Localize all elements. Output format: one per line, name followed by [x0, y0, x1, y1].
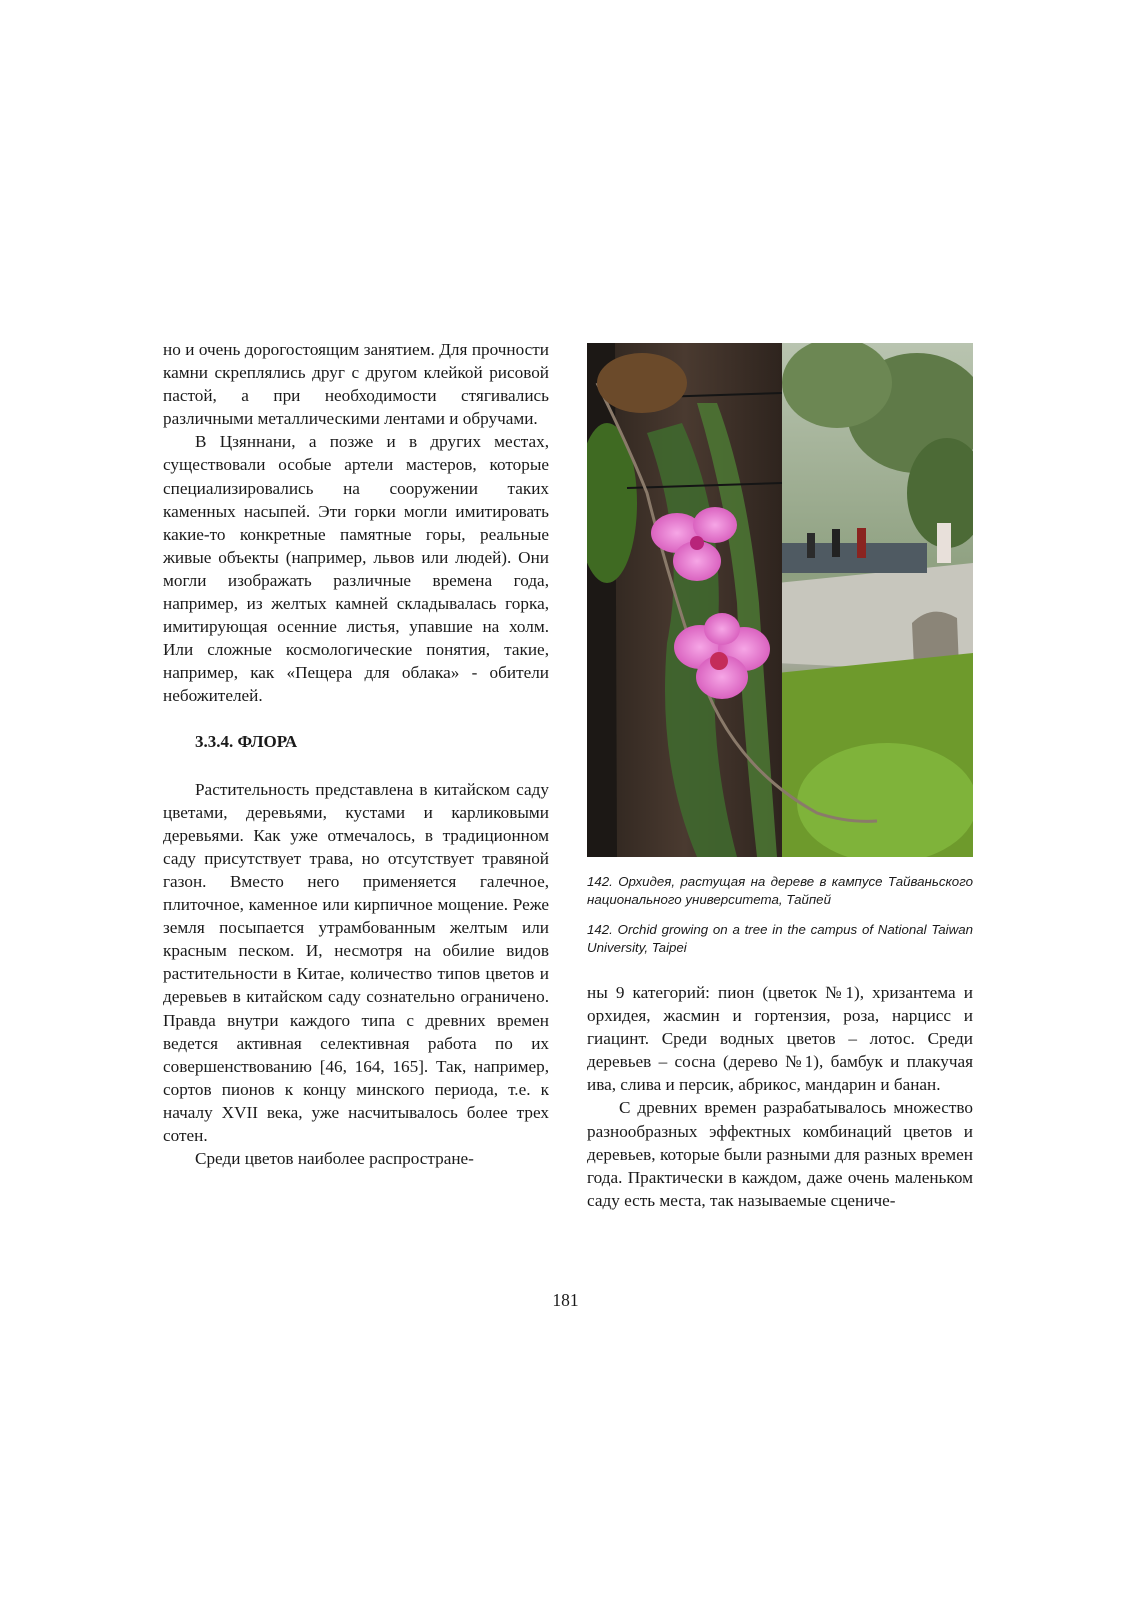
page-number: 181 [552, 1290, 579, 1310]
right-text-column [587, 981, 973, 1212]
figure-caption-en: 142. Orchid growing on a tree in the campus of National Taiwan University, Taipei [587, 922, 973, 955]
left-text-column [163, 338, 549, 1170]
section-heading: 3.3.4. ФЛОРА [195, 731, 298, 751]
paragraph: Растительность представлена в китайском саду цветами, деревьями, кустами и карликовыми деревьями. Как уже отмечалось, в традиционном саду присутствует трава, но отсутствует травяной газон. Вместо него применяется галечное, плиточное, каменное или кирпичное мощение. Реже земля посыпается утрамбованным желтым или красным песком. И, несмотря на обилие видов растительности в Китае, количество типов цветов и деревьев в китайском саду сознательно ограничено. Правда внутри каждого типа с древних времен ведется активная селективная работа по их совершенствованию [46, 164, 165]. Так, например, сортов пионов к концу минского периода, т.е. к началу XVII века, уже насчитывалось более трех сотен. [163, 779, 549, 1145]
figure-caption-ru: 142. Орхидея, растущая на дереве в кампусе Тайваньского национального университета, Тайпей [587, 874, 973, 907]
paragraph: ны 9 категорий: пион (цветок №1), хризантема и орхидея, жасмин и гортензия, роза, нарцисс и гиацинт. Среди водных цветов – лотос. Среди деревьев – сосна (дерево №1), бамбук и плакучая ива, слива и персик, абрикос, мандарин и банан. [587, 983, 973, 1095]
paragraph: В Цзяннани, а позже и в других местах, существовали особые артели мастеров, которые специализировались на сооружении таких каменных насыпей. Эти горки могли имитировать какие-то конкретные памятные горы, реальные живые объекты (например, львов или людей). Они могли изображать различные времена года, например, из желтых камней складывалась горка, имитирующая осенние листья, упавшие на холм. Или сложные космологические понятия, такие, например, как «Пещера для облака» - обители небожителей. [163, 432, 549, 706]
paragraph: но и очень дорогостоящим занятием. Для прочности камни скреплялись друг с другом клейкой рисовой пастой, а при необходимости стягивались различными металлическими лентами и обручами. [163, 340, 549, 429]
paragraph: С древних времен разрабатывалось множество разнообразных эффектных комбинаций цветов и деревьев, которые были разными для разных времен года. Практически в каждом, даже очень маленьком саду есть места, так называемые сцениче- [587, 1098, 973, 1210]
paragraph: Среди цветов наиболее распростране- [195, 1149, 474, 1169]
orchid-photo [587, 343, 973, 857]
